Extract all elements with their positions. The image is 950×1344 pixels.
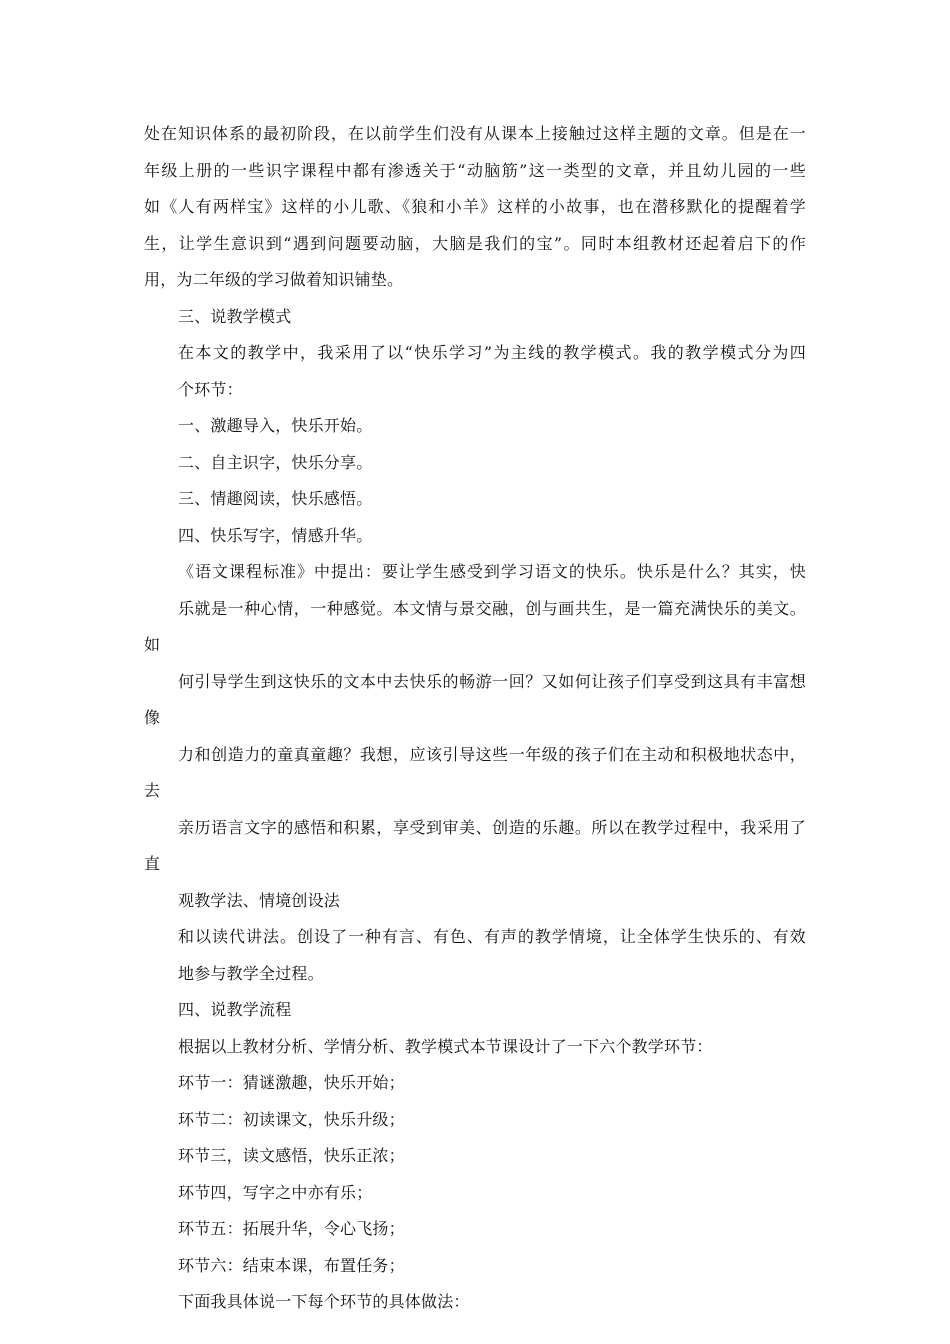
text-line: 环节三，读文感悟，快乐正浓； [178, 1146, 405, 1165]
text-line: 乐就是一种心情，一种感觉。本文情与景交融，创与画共生，是一篇充满快乐的美文。如 [144, 598, 806, 654]
text-line: 下面我具体说一下每个环节的具体做法： [178, 1292, 470, 1311]
text-line: 力和创造力的童真童趣？我想，应该引导这些一年级的孩子们在主动和积极地状态中，去 [144, 744, 806, 800]
paragraph [144, 408, 806, 445]
paragraph [144, 919, 806, 992]
text-line: 个环节： [178, 379, 243, 399]
paragraph [144, 1029, 806, 1066]
text-line: 三、说教学模式 [178, 306, 292, 326]
text-line: 环节六：结束本课，布置任务； [178, 1255, 405, 1275]
paragraph [144, 518, 806, 555]
text-line: 年级上册的一些识字课程中都有渗透关于“动脑筋”这一类型的文章，并且幼儿园的一些 [144, 160, 806, 180]
text-line: 生，让学生意识到“遇到问题要动脑，大脑是我们的宝”。同时本组教材还起着启下的作 [144, 233, 806, 253]
paragraph [144, 1102, 806, 1139]
paragraph [144, 992, 806, 1029]
text-line: 环节五：拓展升华，令心飞扬； [178, 1219, 405, 1238]
text-line: 在本文的教学中，我采用了以“快乐学习”为主线的教学模式。我的教学模式分为四 [178, 343, 806, 362]
text-line: 二、自主识字，快乐分享。 [178, 452, 373, 472]
paragraph [144, 1138, 806, 1175]
text-line: 四、说教学流程 [178, 1000, 292, 1019]
text-line: 三、情趣阅读，快乐感悟。 [178, 489, 373, 508]
paragraph [144, 116, 806, 299]
paragraph [144, 1065, 806, 1102]
paragraph [144, 299, 806, 336]
text-line: 亲历语言文字的感悟和积累，享受到审美、创造的乐趣。所以在教学过程中，我采用了直 [144, 817, 806, 873]
text-line: 何引导学生到这快乐的文本中去快乐的畅游一回？又如何让孩子们享受到这具有丰富想像 [144, 671, 806, 727]
text-line: 四、快乐写字，情感升华。 [178, 525, 373, 545]
paragraph [144, 481, 806, 518]
text-line: 环节二：初读课文，快乐升级； [178, 1109, 405, 1129]
text-line: 和以读代讲法。创设了一种有言、有色、有声的教学情境，让全体学生快乐的、有效 [178, 927, 806, 946]
text-line: 观教学法、情境创设法 [178, 890, 341, 910]
paragraph [144, 1248, 806, 1285]
paragraph [144, 335, 806, 408]
text-line: 环节一：猜谜激趣，快乐开始； [178, 1073, 405, 1092]
paragraph [144, 1284, 806, 1321]
paragraph [144, 445, 806, 482]
paragraph [144, 1211, 806, 1248]
text-line: 用，为二年级的学习做着知识铺垫。 [144, 270, 404, 289]
text-line: 《语文课程标准》中提出：要让学生感受到学习语文的快乐。快乐是什么？其实，快 [178, 562, 806, 581]
text-line: 根据以上教材分析、学情分析、教学模式本节课设计了一下六个教学环节： [178, 1036, 713, 1056]
text-line: 地参与教学全过程。 [178, 963, 324, 983]
text-line: 如《人有两样宝》这样的小儿歌、《狼和小羊》这样的小故事，也在潜移默化的提醒着学 [144, 197, 806, 216]
text-line: 处在知识体系的最初阶段，在以前学生们没有从课本上接触过这样主题的文章。但是在一 [144, 124, 806, 143]
document-body [144, 116, 806, 1321]
text-line: 环节四，写字之中亦有乐； [178, 1182, 373, 1202]
paragraph [144, 554, 806, 919]
text-line: 一、激趣导入，快乐开始。 [178, 416, 373, 435]
paragraph [144, 1175, 806, 1212]
